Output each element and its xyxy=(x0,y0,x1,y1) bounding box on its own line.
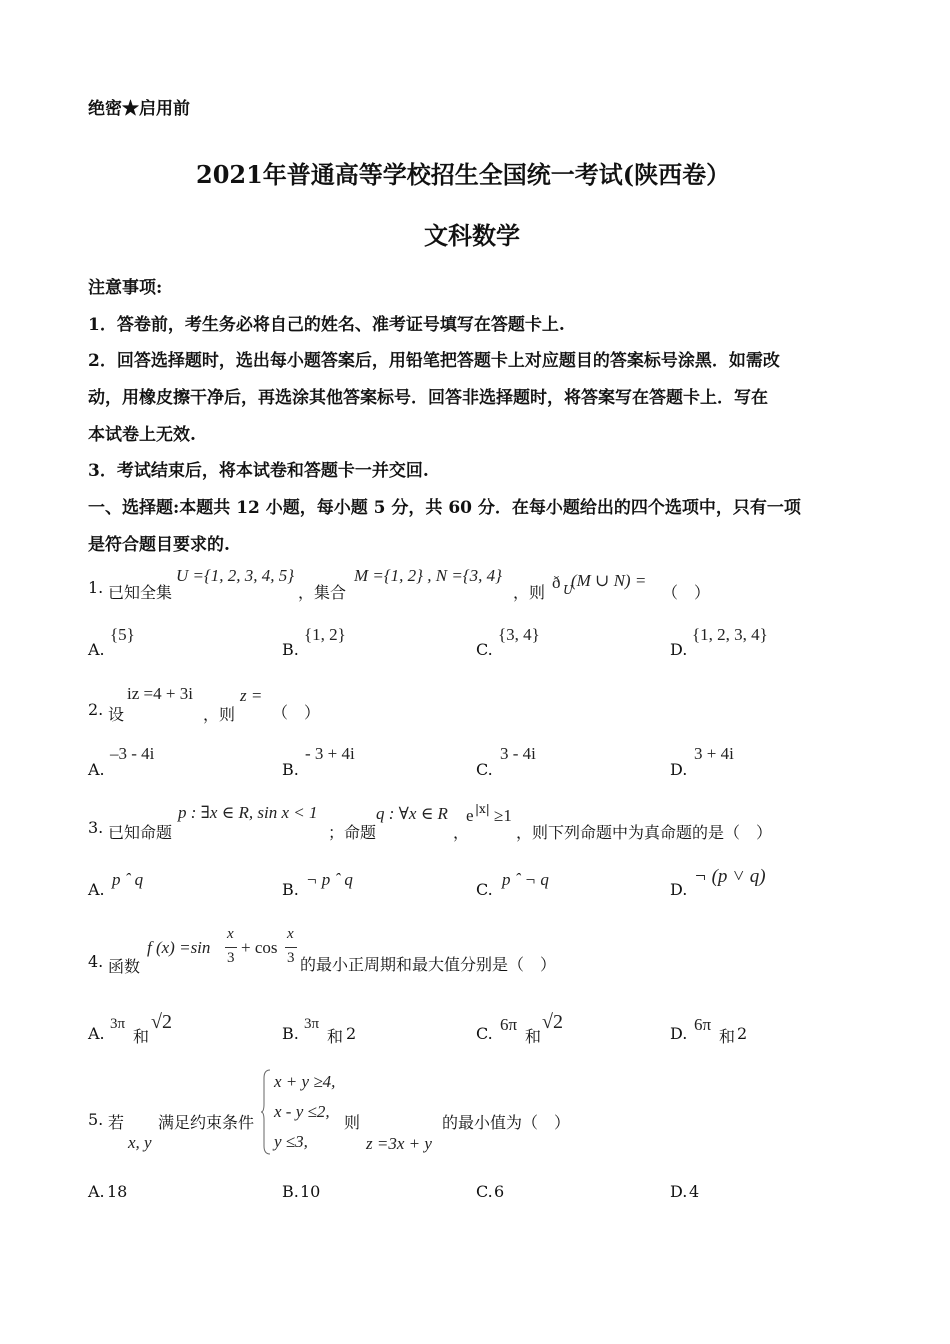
option-b-value: 10 xyxy=(300,1182,321,1201)
constraint-3: y ≤3, xyxy=(274,1132,308,1151)
notes-heading: 注意事项: xyxy=(88,278,163,298)
option-a-label: A. xyxy=(88,880,105,899)
notes-item-1: 1．答卷前，考生务必将自己的姓名、准考证号填写在答题卡上. xyxy=(88,315,565,335)
option-b-value: - 3 + 4i xyxy=(305,744,355,763)
option-c-value: 6π xyxy=(500,1015,518,1034)
math-expression: ≥1 xyxy=(494,806,512,825)
option-a-value: p ˆ q xyxy=(112,870,144,889)
math-subscript: U xyxy=(563,583,574,597)
option-d-value: {1, 2, 3, 4} xyxy=(692,625,768,644)
option-d-label: D. xyxy=(670,760,688,779)
option-a-value-2: √2 xyxy=(151,1011,172,1033)
math-expression: p : ∃x ∈ R, sin x < 1 xyxy=(178,803,318,822)
notes-item-2-line-2: 动，用橡皮擦干净后，再选涂其他答案标号．回答非选择题时，将答案写在答题卡上．写在 xyxy=(88,388,768,408)
question-text: ， xyxy=(453,823,470,842)
question-number: 3. xyxy=(88,818,104,837)
fraction-bar xyxy=(285,947,297,948)
question-text: 函数 xyxy=(108,957,141,976)
math-expression: (M ∪ N) = xyxy=(571,571,647,590)
option-a-connector: 和 xyxy=(133,1027,150,1046)
math-expression: z =3x + y xyxy=(366,1134,432,1153)
option-c-value: {3, 4} xyxy=(498,625,540,644)
option-c-value: 3 - 4i xyxy=(500,744,536,763)
option-c-label: C. xyxy=(476,880,493,899)
question-number: 2. xyxy=(88,700,104,719)
question-text: 的最小正周期和最大值分别是（ ） xyxy=(300,955,557,974)
math-expression: iz =4 + 3i xyxy=(127,684,193,703)
secret-label: 绝密★启用前 xyxy=(88,99,190,119)
math-expression: + cos xyxy=(241,938,278,957)
option-c-connector: 和 xyxy=(525,1027,542,1046)
option-d-label: D. xyxy=(670,1182,688,1201)
left-brace xyxy=(260,1068,272,1156)
option-d-label: D. xyxy=(670,1024,688,1043)
fraction-numerator: x xyxy=(227,926,234,942)
notes-item-3: 3．考试结束后，将本试卷和答题卡一并交回. xyxy=(88,461,429,481)
question-text: 的最小值为（ ） xyxy=(442,1113,571,1132)
option-d-value: ¬ (p ˅ q) xyxy=(694,866,766,887)
exam-title: 2021年普通高等学校招生全国统一考试(陕西卷） xyxy=(196,160,731,189)
math-symbol: ð xyxy=(552,573,561,592)
option-c-label: C. xyxy=(476,760,493,779)
option-a-value: {5} xyxy=(110,625,135,644)
option-b-label: B. xyxy=(282,880,299,899)
math-expression: f (x) =sin xyxy=(147,938,211,957)
answer-blank: （ ） xyxy=(272,703,321,722)
question-text: 满足约束条件 xyxy=(158,1113,255,1132)
constraint-2: x - y ≤2, xyxy=(274,1102,330,1121)
option-b-label: B. xyxy=(282,1182,299,1201)
option-b-label: B. xyxy=(282,640,299,659)
question-number: 5. xyxy=(88,1110,104,1129)
option-a-label: A. xyxy=(88,1024,105,1043)
constraint-1: x + y ≥4, xyxy=(274,1072,336,1091)
option-d-label: D. xyxy=(670,640,688,659)
option-b-value: 3π xyxy=(304,1016,320,1032)
option-b-value: {1, 2} xyxy=(304,625,346,644)
fraction-denominator: 3 xyxy=(227,950,235,966)
option-a-label: A. xyxy=(88,760,105,779)
answer-blank: （ ） xyxy=(662,583,711,602)
option-b-connector: 和 xyxy=(327,1027,344,1046)
option-c-label: C. xyxy=(476,1182,493,1201)
section-heading-line-2: 是符合题目要求的. xyxy=(88,535,230,555)
option-d-value: 4 xyxy=(689,1182,700,1201)
option-d-label: D. xyxy=(670,880,688,899)
section-heading-line-1: 一、选择题:本题共 12 小题，每小题 5 分，共 60 分．在每小题给出的四个选项中，只有一项 xyxy=(88,498,801,518)
math-superscript: |x| xyxy=(475,802,490,816)
question-number: 4. xyxy=(88,952,104,971)
fraction-denominator: 3 xyxy=(287,950,295,966)
fraction-bar xyxy=(225,947,237,948)
option-a-value: 3π xyxy=(110,1016,126,1032)
question-text: ，则 xyxy=(203,705,236,724)
math-expression: e xyxy=(466,806,474,825)
option-d-value: 6π xyxy=(694,1015,712,1034)
question-text: ，则 xyxy=(513,583,546,602)
option-d-value-2: 2 xyxy=(737,1024,748,1043)
option-d-value: 3 + 4i xyxy=(694,744,734,763)
question-text: 则 xyxy=(344,1113,361,1132)
option-b-value-2: 2 xyxy=(346,1024,357,1043)
math-expression: z = xyxy=(240,686,263,705)
question-text: ，则下列命题中为真命题的是（ ） xyxy=(516,823,773,842)
option-d-connector: 和 xyxy=(719,1027,736,1046)
notes-item-2-line-3: 本试卷上无效. xyxy=(88,425,196,445)
option-a-label: A. xyxy=(88,640,105,659)
question-text: 设 xyxy=(108,705,125,724)
question-text: 已知全集 xyxy=(108,583,173,602)
math-expression: x, y xyxy=(128,1133,152,1152)
fraction-numerator: x xyxy=(287,926,294,942)
option-c-label: C. xyxy=(476,1024,493,1043)
option-c-value: p ˆ ¬ q xyxy=(502,870,549,889)
exam-subtitle: 文科数学 xyxy=(424,221,520,250)
option-b-label: B. xyxy=(282,760,299,779)
notes-item-2-line-1: 2．回答选择题时，选出每小题答案后，用铅笔把答题卡上对应题目的答案标号涂黑．如需改 xyxy=(88,351,780,371)
option-c-label: C. xyxy=(476,640,493,659)
option-b-value: ¬ p ˆ q xyxy=(306,870,353,889)
option-c-value-2: √2 xyxy=(542,1011,563,1033)
option-a-value: –3 - 4i xyxy=(110,744,155,763)
question-text: ，集合 xyxy=(298,583,347,602)
option-a-label: A. xyxy=(88,1182,105,1201)
option-b-label: B. xyxy=(282,1024,299,1043)
question-number: 1. xyxy=(88,578,104,597)
question-text: 若 xyxy=(108,1113,125,1132)
option-a-value: 18 xyxy=(107,1182,128,1201)
question-text: 已知命题 xyxy=(108,823,173,842)
math-expression: M ={1, 2} , N ={3, 4} xyxy=(354,566,502,585)
option-c-value: 6 xyxy=(494,1182,505,1201)
math-expression: q : ∀x ∈ R xyxy=(376,804,448,823)
question-text: ；命题 xyxy=(328,823,377,842)
math-expression: U ={1, 2, 3, 4, 5} xyxy=(176,566,295,585)
